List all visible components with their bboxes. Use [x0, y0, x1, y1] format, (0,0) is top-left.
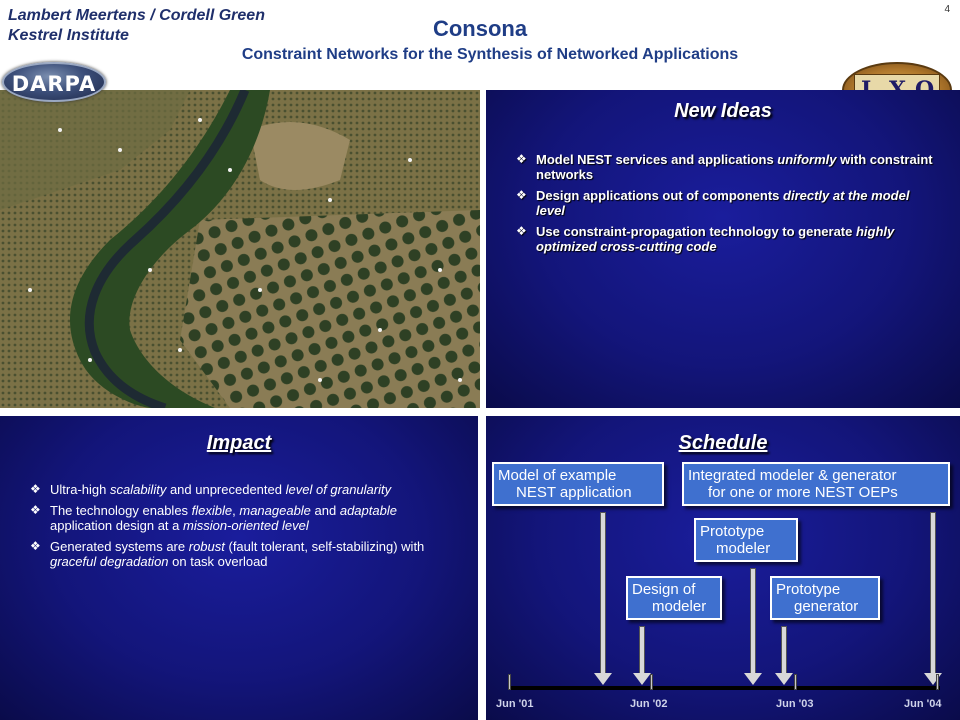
new-ideas-list — [516, 152, 936, 260]
arrow-integrated — [930, 512, 936, 674]
list-item: ❖ Model NEST services and applications uniformly with constraint networks — [516, 152, 933, 182]
list-item: ❖ Design applications out of components directly at the model level — [516, 188, 910, 218]
list-item: ❖ Ultra-high scalability and unprecedented level of granularity — [30, 482, 392, 497]
timeline-label: Jun '03 — [776, 698, 814, 710]
impact-title: Impact — [206, 432, 272, 454]
diamond-bullet-icon: ❖ — [30, 503, 41, 517]
page-number: 4 — [944, 4, 950, 15]
milestone-model-example: Model of example NEST application — [492, 462, 664, 506]
timeline-tick — [936, 674, 939, 690]
milestone-prototype-generator: Prototype generator — [770, 576, 880, 620]
page-title: Consona — [432, 16, 528, 41]
milestone-prototype-modeler: Prototype modeler — [694, 518, 798, 562]
page-subtitle: Constraint Networks for the Synthesis of Networked Applications — [241, 46, 739, 63]
aerial-photo — [0, 90, 480, 408]
timeline-tick — [508, 674, 511, 690]
diamond-bullet-icon: ❖ — [30, 539, 41, 553]
list-item: ❖ Generated systems are robust (fault tolerant, self-stabilizing) with graceful degradation on task overload — [30, 539, 425, 569]
timeline-label: Jun '02 — [630, 698, 668, 710]
impact-panel — [0, 416, 478, 720]
timeline-tick — [650, 674, 653, 690]
timeline-label: Jun '04 — [904, 698, 942, 710]
list-item: ❖ Use constraint-propagation technology to generate highly optimized cross-cutting code — [516, 224, 895, 254]
impact-list — [30, 482, 450, 575]
panel-separator — [0, 408, 960, 416]
diamond-bullet-icon: ❖ — [516, 188, 527, 202]
milestone-integrated: Integrated modeler & generator for one or more NEST OEPs — [682, 462, 950, 506]
darpa-logo-text: DARPA — [11, 72, 97, 96]
aerial-photo-image — [0, 90, 480, 408]
new-ideas-panel — [486, 90, 960, 408]
arrow-model-example — [600, 512, 606, 674]
timeline-label: Jun '01 — [496, 698, 534, 710]
milestone-design-modeler: Design of modeler — [626, 576, 722, 620]
new-ideas-title: New Ideas — [674, 100, 772, 122]
diamond-bullet-icon: ❖ — [30, 482, 41, 496]
list-item: ❖ The technology enables flexible, manageable and adaptable application design at a mission-oriented level — [30, 503, 397, 533]
arrow-prototype-generator — [781, 626, 787, 674]
timeline-axis — [510, 686, 940, 690]
authors-institute: Kestrel Institute — [8, 27, 129, 44]
timeline-tick — [794, 674, 797, 690]
arrow-prototype-modeler — [750, 568, 756, 674]
diamond-bullet-icon: ❖ — [516, 152, 527, 166]
darpa-logo — [2, 62, 106, 102]
schedule-title: Schedule — [678, 432, 768, 454]
diamond-bullet-icon: ❖ — [516, 224, 527, 238]
authors-names: Lambert Meertens / Cordell Green — [8, 7, 265, 24]
arrow-design-modeler — [639, 626, 645, 674]
